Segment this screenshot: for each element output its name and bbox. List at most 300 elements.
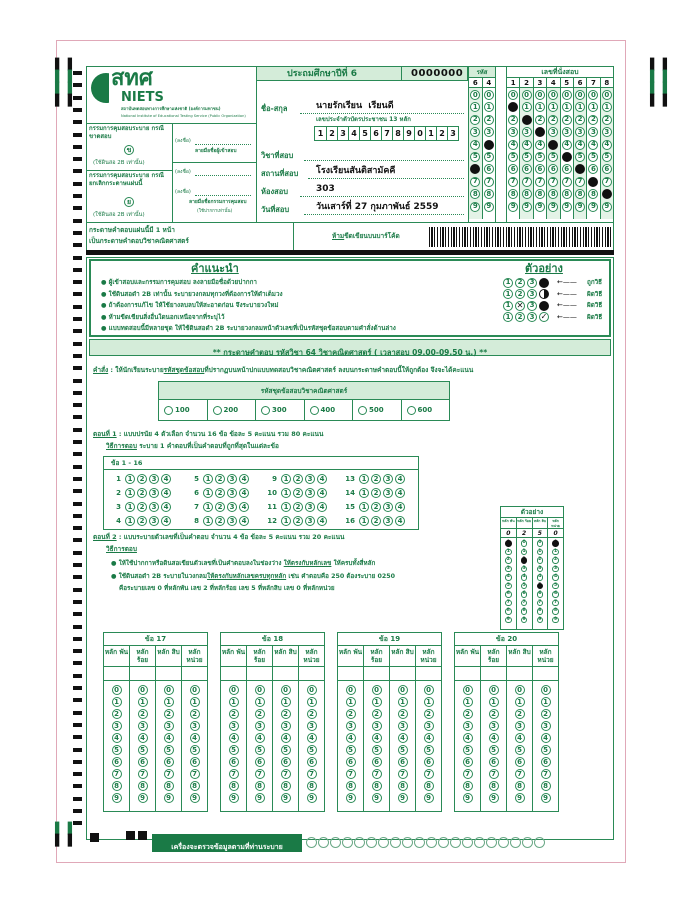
seat-bubble[interactable]: 3 <box>602 127 612 137</box>
digit-bubble[interactable]: 2 <box>372 709 382 719</box>
choice-bubble[interactable]: 4 <box>395 502 405 512</box>
digit-bubble[interactable]: 6 <box>255 757 265 767</box>
seat-bubble[interactable]: 4 <box>535 140 545 150</box>
choice-bubble[interactable]: 2 <box>293 474 303 484</box>
digit-bubble[interactable]: 5 <box>164 745 174 755</box>
date-value[interactable]: วันเสาร์ที่ 27 กุมภาพันธ์ 2559 <box>316 202 439 212</box>
digit-bubble[interactable]: 2 <box>255 709 265 719</box>
choice-bubble[interactable]: 1 <box>281 488 291 498</box>
digit-bubble[interactable]: 9 <box>398 793 408 803</box>
answer-write-box[interactable] <box>416 667 441 681</box>
digit-bubble[interactable]: 8 <box>307 781 317 791</box>
digit-bubble[interactable]: 5 <box>489 745 499 755</box>
seat-bubble[interactable]: 7 <box>548 177 558 187</box>
digit-bubble[interactable]: 2 <box>346 709 356 719</box>
seat-bubble[interactable]: 6 <box>508 164 518 174</box>
digit-bubble[interactable]: 8 <box>164 781 174 791</box>
digit-bubble[interactable]: 2 <box>424 709 434 719</box>
id-digit-box[interactable]: 9 <box>403 127 414 140</box>
choice-bubble[interactable]: 1 <box>203 488 213 498</box>
digit-bubble[interactable]: 9 <box>164 793 174 803</box>
seat-bubble[interactable]: 8 <box>588 189 598 199</box>
choice-bubble[interactable]: 2 <box>137 488 147 498</box>
choice-bubble[interactable]: 2 <box>137 516 147 526</box>
digit-bubble[interactable]: 6 <box>541 757 551 767</box>
digit-bubble[interactable]: 5 <box>307 745 317 755</box>
seat-bubble[interactable]: 0 <box>548 90 558 100</box>
digit-bubble[interactable]: 8 <box>489 781 499 791</box>
seat-bubble[interactable]: 6 <box>548 164 558 174</box>
digit-bubble[interactable]: 3 <box>138 721 148 731</box>
digit-bubble[interactable]: 6 <box>307 757 317 767</box>
seat-bubble[interactable]: 5 <box>522 152 532 162</box>
digit-bubble[interactable]: 4 <box>164 733 174 743</box>
digit-bubble[interactable]: 7 <box>229 769 239 779</box>
digit-bubble[interactable]: 3 <box>112 721 122 731</box>
digit-bubble[interactable]: 7 <box>138 769 148 779</box>
set-code-option[interactable] <box>401 400 450 420</box>
digit-bubble[interactable]: 2 <box>489 709 499 719</box>
digit-bubble[interactable]: 1 <box>424 697 434 707</box>
seat-bubble[interactable]: 7 <box>522 177 532 187</box>
answer-write-box[interactable] <box>273 667 298 681</box>
choice-bubble[interactable]: 1 <box>125 516 135 526</box>
choice-bubble[interactable]: 2 <box>293 488 303 498</box>
digit-bubble[interactable]: 0 <box>541 685 551 695</box>
subject-code-bubble[interactable]: 9 <box>470 202 480 212</box>
seat-bubble[interactable]: 3 <box>548 127 558 137</box>
subject-code-bubble[interactable]: 8 <box>484 189 494 199</box>
digit-bubble[interactable]: 7 <box>372 769 382 779</box>
cancel-bubble[interactable]: ย <box>124 197 134 207</box>
seat-bubble[interactable]: 7 <box>508 177 518 187</box>
choice-bubble[interactable]: 4 <box>317 516 327 526</box>
seat-bubble[interactable]: 5 <box>575 152 585 162</box>
digit-bubble[interactable]: 4 <box>307 733 317 743</box>
choice-bubble[interactable]: 4 <box>239 488 249 498</box>
digit-bubble[interactable]: 2 <box>281 709 291 719</box>
seat-bubble[interactable]: 2 <box>548 115 558 125</box>
room-value[interactable]: 303 <box>316 184 335 194</box>
seat-bubble[interactable]: 0 <box>522 90 532 100</box>
seat-bubble[interactable]: 3 <box>535 127 545 137</box>
digit-bubble[interactable]: 9 <box>281 793 291 803</box>
choice-bubble[interactable]: 2 <box>293 516 303 526</box>
digit-bubble[interactable]: 1 <box>255 697 265 707</box>
seat-bubble[interactable]: 7 <box>562 177 572 187</box>
choice-bubble[interactable]: 3 <box>383 502 393 512</box>
choice-bubble[interactable]: 1 <box>359 502 369 512</box>
seat-bubble[interactable]: 6 <box>522 164 532 174</box>
digit-bubble[interactable]: 9 <box>463 793 473 803</box>
set-code-bubble[interactable] <box>164 406 173 415</box>
digit-bubble[interactable]: 7 <box>489 769 499 779</box>
digit-bubble[interactable]: 8 <box>255 781 265 791</box>
digit-bubble[interactable]: 0 <box>463 685 473 695</box>
choice-bubble[interactable]: 3 <box>227 488 237 498</box>
subject-code-bubble[interactable]: 4 <box>484 140 494 150</box>
digit-bubble[interactable]: 5 <box>255 745 265 755</box>
digit-bubble[interactable]: 7 <box>281 769 291 779</box>
answer-write-box[interactable] <box>299 667 324 681</box>
choice-bubble[interactable]: 4 <box>239 502 249 512</box>
set-code-bubble[interactable] <box>213 406 222 415</box>
digit-bubble[interactable]: 4 <box>112 733 122 743</box>
seat-bubble[interactable]: 4 <box>562 140 572 150</box>
set-code-option[interactable] <box>159 400 207 420</box>
choice-bubble[interactable]: 3 <box>149 516 159 526</box>
seat-bubble[interactable]: 6 <box>575 164 585 174</box>
digit-bubble[interactable]: 8 <box>346 781 356 791</box>
digit-bubble[interactable]: 1 <box>190 697 200 707</box>
subject-code-bubble[interactable]: 0 <box>484 90 494 100</box>
id-digit-box[interactable]: 7 <box>381 127 392 140</box>
set-code-option[interactable] <box>304 400 353 420</box>
seat-bubble[interactable]: 7 <box>602 177 612 187</box>
digit-bubble[interactable]: 7 <box>541 769 551 779</box>
digit-bubble[interactable]: 5 <box>138 745 148 755</box>
seat-bubble[interactable]: 4 <box>575 140 585 150</box>
id-digit-box[interactable]: 8 <box>392 127 403 140</box>
digit-bubble[interactable]: 4 <box>346 733 356 743</box>
choice-bubble[interactable]: 1 <box>281 502 291 512</box>
digit-bubble[interactable]: 9 <box>255 793 265 803</box>
digit-bubble[interactable]: 0 <box>515 685 525 695</box>
digit-bubble[interactable]: 6 <box>372 757 382 767</box>
choice-bubble[interactable]: 3 <box>227 516 237 526</box>
seat-bubble[interactable]: 9 <box>548 202 558 212</box>
id-digit-box[interactable]: 6 <box>370 127 381 140</box>
id-digit-box[interactable]: 0 <box>414 127 425 140</box>
choice-bubble[interactable]: 4 <box>161 474 171 484</box>
subject-code-bubble[interactable]: 2 <box>470 115 480 125</box>
seat-bubble[interactable]: 9 <box>602 202 612 212</box>
seat-bubble[interactable]: 5 <box>588 152 598 162</box>
seat-bubble[interactable]: 6 <box>602 164 612 174</box>
digit-bubble[interactable]: 9 <box>424 793 434 803</box>
digit-bubble[interactable]: 4 <box>255 733 265 743</box>
seat-bubble[interactable]: 0 <box>535 90 545 100</box>
digit-bubble[interactable]: 1 <box>489 697 499 707</box>
digit-bubble[interactable]: 6 <box>515 757 525 767</box>
digit-bubble[interactable]: 8 <box>229 781 239 791</box>
digit-bubble[interactable]: 9 <box>307 793 317 803</box>
choice-bubble[interactable]: 3 <box>149 488 159 498</box>
digit-bubble[interactable]: 1 <box>541 697 551 707</box>
choice-bubble[interactable]: 2 <box>371 474 381 484</box>
digit-bubble[interactable]: 7 <box>424 769 434 779</box>
id-digit-box[interactable]: 2 <box>436 127 447 140</box>
subject-code-bubble[interactable]: 8 <box>470 189 480 199</box>
seat-bubble[interactable]: 2 <box>575 115 585 125</box>
answer-write-box[interactable] <box>390 667 415 681</box>
digit-bubble[interactable]: 3 <box>346 721 356 731</box>
digit-bubble[interactable]: 5 <box>541 745 551 755</box>
seat-bubble[interactable]: 6 <box>588 164 598 174</box>
choice-bubble[interactable]: 3 <box>305 516 315 526</box>
subject-code-bubble[interactable]: 1 <box>484 102 494 112</box>
set-code-bubble[interactable] <box>310 406 319 415</box>
seat-bubble[interactable]: 8 <box>522 189 532 199</box>
choice-bubble[interactable]: 2 <box>215 516 225 526</box>
digit-bubble[interactable]: 3 <box>515 721 525 731</box>
subject-code-bubble[interactable]: 9 <box>484 202 494 212</box>
digit-bubble[interactable]: 8 <box>190 781 200 791</box>
subject-code-bubble[interactable]: 5 <box>484 152 494 162</box>
digit-bubble[interactable]: 0 <box>138 685 148 695</box>
seat-bubble[interactable]: 9 <box>588 202 598 212</box>
seat-bubble[interactable]: 0 <box>602 90 612 100</box>
choice-bubble[interactable]: 1 <box>203 502 213 512</box>
digit-bubble[interactable]: 4 <box>515 733 525 743</box>
choice-bubble[interactable]: 1 <box>125 488 135 498</box>
seat-bubble[interactable]: 9 <box>522 202 532 212</box>
choice-bubble[interactable]: 4 <box>161 516 171 526</box>
examinee-signature-box[interactable]: (ลงชื่อ) ลายมือชื่อผู้เข้าสอบ <box>173 124 257 163</box>
digit-bubble[interactable]: 3 <box>255 721 265 731</box>
digit-bubble[interactable]: 0 <box>372 685 382 695</box>
seat-bubble[interactable]: 8 <box>575 189 585 199</box>
seat-bubble[interactable]: 1 <box>575 102 585 112</box>
digit-bubble[interactable]: 9 <box>229 793 239 803</box>
seat-bubble[interactable]: 3 <box>588 127 598 137</box>
set-code-bubble[interactable] <box>261 406 270 415</box>
seat-bubble[interactable]: 7 <box>575 177 585 187</box>
seat-bubble[interactable]: 1 <box>562 102 572 112</box>
digit-bubble[interactable]: 8 <box>138 781 148 791</box>
choice-bubble[interactable]: 3 <box>305 474 315 484</box>
id-digit-box[interactable]: 5 <box>359 127 370 140</box>
digit-bubble[interactable]: 8 <box>281 781 291 791</box>
digit-bubble[interactable]: 1 <box>372 697 382 707</box>
answer-write-box[interactable] <box>364 667 389 681</box>
choice-bubble[interactable]: 1 <box>125 474 135 484</box>
choice-bubble[interactable]: 2 <box>371 502 381 512</box>
choice-bubble[interactable]: 4 <box>161 488 171 498</box>
digit-bubble[interactable]: 2 <box>398 709 408 719</box>
digit-bubble[interactable]: 4 <box>424 733 434 743</box>
digit-bubble[interactable]: 0 <box>281 685 291 695</box>
digit-bubble[interactable]: 1 <box>281 697 291 707</box>
seat-bubble[interactable]: 8 <box>602 189 612 199</box>
choice-bubble[interactable]: 2 <box>371 516 381 526</box>
set-code-option[interactable] <box>352 400 401 420</box>
seat-bubble[interactable]: 2 <box>602 115 612 125</box>
digit-bubble[interactable]: 6 <box>463 757 473 767</box>
digit-bubble[interactable]: 8 <box>463 781 473 791</box>
seat-bubble[interactable]: 9 <box>508 202 518 212</box>
seat-bubble[interactable]: 8 <box>508 189 518 199</box>
seat-bubble[interactable]: 1 <box>508 102 518 112</box>
id-digit-box[interactable]: 1 <box>317 129 324 138</box>
digit-bubble[interactable]: 9 <box>112 793 122 803</box>
digit-bubble[interactable]: 4 <box>489 733 499 743</box>
choice-bubble[interactable]: 1 <box>359 488 369 498</box>
answer-write-box[interactable] <box>104 667 129 681</box>
seat-bubble[interactable]: 5 <box>535 152 545 162</box>
subject-code-bubble[interactable]: 1 <box>470 102 480 112</box>
choice-bubble[interactable]: 3 <box>149 474 159 484</box>
id-digit-box[interactable]: 4 <box>348 127 359 140</box>
subject-code-bubble[interactable]: 2 <box>484 115 494 125</box>
digit-bubble[interactable]: 5 <box>229 745 239 755</box>
seat-bubble[interactable]: 1 <box>535 102 545 112</box>
digit-bubble[interactable]: 6 <box>190 757 200 767</box>
digit-bubble[interactable]: 2 <box>515 709 525 719</box>
seat-bubble[interactable]: 9 <box>535 202 545 212</box>
seat-bubble[interactable]: 4 <box>602 140 612 150</box>
digit-bubble[interactable]: 4 <box>398 733 408 743</box>
digit-bubble[interactable]: 7 <box>164 769 174 779</box>
digit-bubble[interactable]: 2 <box>164 709 174 719</box>
digit-bubble[interactable]: 6 <box>112 757 122 767</box>
choice-bubble[interactable]: 1 <box>359 516 369 526</box>
digit-bubble[interactable]: 7 <box>255 769 265 779</box>
digit-bubble[interactable]: 3 <box>281 721 291 731</box>
seat-bubble[interactable]: 1 <box>588 102 598 112</box>
digit-bubble[interactable]: 5 <box>463 745 473 755</box>
digit-bubble[interactable]: 2 <box>190 709 200 719</box>
digit-bubble[interactable]: 8 <box>541 781 551 791</box>
choice-bubble[interactable]: 3 <box>305 488 315 498</box>
set-code-option[interactable] <box>207 400 256 420</box>
digit-bubble[interactable]: 6 <box>229 757 239 767</box>
subject-code-bubble[interactable]: 7 <box>484 177 494 187</box>
seat-bubble[interactable]: 2 <box>562 115 572 125</box>
digit-bubble[interactable]: 3 <box>164 721 174 731</box>
choice-bubble[interactable]: 4 <box>239 474 249 484</box>
choice-bubble[interactable]: 4 <box>239 516 249 526</box>
digit-bubble[interactable]: 0 <box>164 685 174 695</box>
digit-bubble[interactable]: 7 <box>307 769 317 779</box>
seat-bubble[interactable]: 4 <box>588 140 598 150</box>
set-code-option[interactable] <box>255 400 304 420</box>
choice-bubble[interactable]: 1 <box>125 502 135 512</box>
digit-bubble[interactable]: 4 <box>372 733 382 743</box>
proctor-signature-box[interactable]: (ลงชื่อ) (ลงชื่อ) ลายมือชื่อกรรมการคุมสอบ (ใช้ปากกาเท่านั้น) <box>173 163 257 222</box>
digit-bubble[interactable]: 2 <box>307 709 317 719</box>
digit-bubble[interactable]: 0 <box>489 685 499 695</box>
digit-bubble[interactable]: 2 <box>112 709 122 719</box>
seat-bubble[interactable]: 1 <box>548 102 558 112</box>
seat-bubble[interactable]: 5 <box>562 152 572 162</box>
subject-code-bubble[interactable]: 6 <box>470 164 480 174</box>
absent-bubble[interactable]: ข <box>124 145 134 155</box>
seat-bubble[interactable]: 4 <box>508 140 518 150</box>
answer-write-box[interactable] <box>455 667 480 681</box>
seat-bubble[interactable]: 0 <box>575 90 585 100</box>
digit-bubble[interactable]: 7 <box>515 769 525 779</box>
digit-bubble[interactable]: 1 <box>229 697 239 707</box>
seat-bubble[interactable]: 1 <box>522 102 532 112</box>
choice-bubble[interactable]: 3 <box>383 488 393 498</box>
seat-bubble[interactable]: 5 <box>548 152 558 162</box>
answer-write-box[interactable] <box>338 667 363 681</box>
subject-code-bubble[interactable]: 6 <box>484 164 494 174</box>
digit-bubble[interactable]: 4 <box>541 733 551 743</box>
digit-bubble[interactable]: 0 <box>112 685 122 695</box>
choice-bubble[interactable]: 2 <box>293 502 303 512</box>
id-digit-box[interactable]: 3 <box>447 127 458 140</box>
seat-bubble[interactable]: 4 <box>522 140 532 150</box>
digit-bubble[interactable]: 6 <box>281 757 291 767</box>
digit-bubble[interactable]: 9 <box>372 793 382 803</box>
digit-bubble[interactable]: 3 <box>307 721 317 731</box>
digit-bubble[interactable]: 0 <box>190 685 200 695</box>
seat-bubble[interactable]: 8 <box>562 189 572 199</box>
seat-bubble[interactable]: 3 <box>575 127 585 137</box>
choice-bubble[interactable]: 2 <box>215 502 225 512</box>
digit-bubble[interactable]: 4 <box>190 733 200 743</box>
answer-write-box[interactable] <box>507 667 532 681</box>
digit-bubble[interactable]: 9 <box>489 793 499 803</box>
venue-value[interactable]: โรงเรียนสันติสามัคคี <box>316 166 396 176</box>
choice-bubble[interactable]: 1 <box>281 516 291 526</box>
digit-bubble[interactable]: 8 <box>372 781 382 791</box>
answer-write-box[interactable] <box>533 667 558 681</box>
answer-write-box[interactable] <box>247 667 272 681</box>
digit-bubble[interactable]: 7 <box>346 769 356 779</box>
digit-bubble[interactable]: 5 <box>281 745 291 755</box>
digit-bubble[interactable]: 2 <box>541 709 551 719</box>
digit-bubble[interactable]: 1 <box>164 697 174 707</box>
digit-bubble[interactable]: 8 <box>515 781 525 791</box>
set-code-bubble[interactable] <box>407 406 416 415</box>
digit-bubble[interactable]: 6 <box>398 757 408 767</box>
seat-bubble[interactable]: 3 <box>562 127 572 137</box>
digit-bubble[interactable]: 9 <box>346 793 356 803</box>
seat-bubble[interactable]: 2 <box>522 115 532 125</box>
digit-bubble[interactable]: 0 <box>346 685 356 695</box>
id-digit-box[interactable]: 1 <box>425 127 436 140</box>
digit-bubble[interactable]: 1 <box>138 697 148 707</box>
digit-bubble[interactable]: 6 <box>489 757 499 767</box>
digit-bubble[interactable]: 2 <box>229 709 239 719</box>
choice-bubble[interactable]: 1 <box>281 474 291 484</box>
id-digit-box[interactable]: 3 <box>337 127 348 140</box>
digit-bubble[interactable]: 5 <box>346 745 356 755</box>
subject-code-bubble[interactable]: 5 <box>470 152 480 162</box>
choice-bubble[interactable]: 4 <box>395 488 405 498</box>
choice-bubble[interactable]: 1 <box>203 474 213 484</box>
choice-bubble[interactable]: 4 <box>317 502 327 512</box>
seat-bubble[interactable]: 2 <box>588 115 598 125</box>
choice-bubble[interactable]: 4 <box>395 474 405 484</box>
answer-write-box[interactable] <box>481 667 506 681</box>
digit-bubble[interactable]: 7 <box>112 769 122 779</box>
digit-bubble[interactable]: 4 <box>229 733 239 743</box>
digit-bubble[interactable]: 4 <box>463 733 473 743</box>
digit-bubble[interactable]: 9 <box>138 793 148 803</box>
digit-bubble[interactable]: 1 <box>515 697 525 707</box>
digit-bubble[interactable]: 5 <box>190 745 200 755</box>
choice-bubble[interactable]: 2 <box>215 488 225 498</box>
digit-bubble[interactable]: 8 <box>112 781 122 791</box>
subject-code-bubble[interactable]: 0 <box>470 90 480 100</box>
choice-bubble[interactable]: 4 <box>395 516 405 526</box>
digit-bubble[interactable]: 6 <box>424 757 434 767</box>
subject-code-bubble[interactable]: 3 <box>484 127 494 137</box>
answer-write-box[interactable] <box>221 667 246 681</box>
digit-bubble[interactable]: 9 <box>515 793 525 803</box>
answer-write-box[interactable] <box>182 667 207 681</box>
subject-code-bubble[interactable]: 4 <box>470 140 480 150</box>
seat-bubble[interactable]: 7 <box>588 177 598 187</box>
digit-bubble[interactable]: 3 <box>489 721 499 731</box>
digit-bubble[interactable]: 5 <box>398 745 408 755</box>
choice-bubble[interactable]: 1 <box>359 474 369 484</box>
seat-bubble[interactable]: 8 <box>535 189 545 199</box>
